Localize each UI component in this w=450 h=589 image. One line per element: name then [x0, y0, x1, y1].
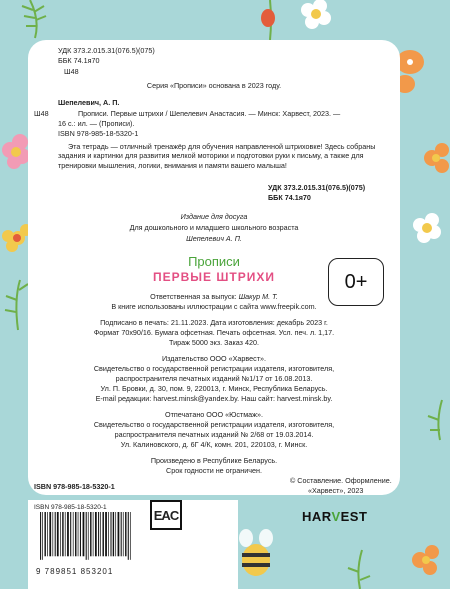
publisher-line-3: распространителя печатных изданий №1/17 от 16.08.2013. [115, 374, 313, 383]
print-info-line-3: Тираж 5000 экз. Заказ 420. [169, 338, 259, 347]
orange-flower-icon [412, 545, 439, 575]
publisher-line-2: Свидетельство о государственной регистрации издателя, изготовителя, [93, 364, 335, 373]
udk-code: УДК 373.2.015.31(076.5)(075) [58, 46, 155, 55]
udk-code-right: УДК 373.2.015.31(076.5)(075) [268, 183, 366, 192]
bee-icon [239, 529, 273, 576]
age-rating-badge: 0+ [328, 258, 384, 306]
annotation-text: Эта тетрадь — отличный тренажёр для обучения направленной штриховке! Здесь собраны задания и картинки для развития мелкой моторики и подготовки руки к письму, а также для тренировки мышления, логики, внимания и памяти вашего малыша! [58, 142, 376, 170]
record-isbn: ISBN 978-985-18-5320-1 [58, 129, 139, 138]
responsible-name: Шакур М. Т. [238, 292, 278, 301]
bbk-code: ББК 74.1я70 [58, 56, 100, 65]
printer-line-1: Отпечатано ООО «Юстмаж». [165, 410, 263, 419]
imprint-card [28, 40, 400, 495]
pink-flower-icon [2, 134, 30, 169]
record-code: Ш48 [34, 109, 49, 118]
barcode [32, 512, 142, 574]
series-note: Серия «Прописи» основана в 2023 году. [146, 81, 282, 90]
logo-part-2: EST [340, 509, 368, 524]
orange-flower-icon [424, 143, 449, 173]
barcode-isbn-label: ISBN 978-985-18-5320-1 [34, 504, 107, 511]
illustrations-note: В книге использованы иллюстрации с сайта www.freepik.com. [111, 302, 317, 311]
print-info-line-2: Формат 70х90/16. Бумага офсетная. Печать офсетная. Усл. печ. л. 1,17. [93, 328, 335, 337]
production-line-1: Произведено в Республике Беларусь. [150, 456, 278, 465]
edition-author: Шепелевич А. П. [186, 234, 242, 243]
edition-type: Издание для досуга [180, 212, 248, 221]
copyright-line-1: © Составление. Оформление. [290, 476, 392, 485]
responsible-label: Ответственная за выпуск: [150, 292, 237, 301]
printer-line-2: Свидетельство о государственной регистрации издателя, изготовителя, [93, 420, 335, 429]
footer-isbn: ISBN 978-985-18-5320-1 [34, 482, 115, 491]
barcode-digits: 9 789851 853201 [36, 567, 114, 576]
bbk-code-right: ББК 74.1я70 [268, 193, 311, 202]
fern-decoration [22, 0, 46, 38]
responsible-line [28, 292, 400, 301]
series-title: Прописи [188, 254, 240, 269]
harvest-logo [302, 509, 367, 524]
publisher-line-1: Издательство ООО «Харвест». [161, 354, 267, 363]
eac-mark: EAC [150, 500, 182, 530]
fern-decoration [5, 280, 28, 330]
book-title: ПЕРВЫЕ ШТРИХИ [152, 270, 276, 284]
printer-line-4: Ул. Калиновского, д. 6Г 4/К, комн. 201, 220103, г. Минск. [120, 440, 308, 449]
record-line-1: Прописи. Первые штрихи / Шепелевич Анастасия. — Минск: Харвест, 2023. — [78, 109, 341, 118]
flower-bud-icon [261, 0, 275, 40]
publisher-line-5: E-mail редакции: harvest.minsk@yandex.by. Наш сайт: harvest.minsk.by. [95, 394, 333, 403]
printer-line-3: распространителя печатных изданий № 2/68 от 19.03.2014. [114, 430, 314, 439]
print-info-line-1: Подписано в печать: 21.11.2023. Дата изготовления: декабрь 2023 г. [100, 318, 328, 327]
production-line-2: Срок годности не ограничен. [166, 466, 262, 475]
white-flower-icon [413, 213, 441, 243]
white-flower-icon [301, 0, 331, 29]
fern-decoration [348, 550, 370, 589]
record-author: Шепелевич, А. П. [58, 98, 120, 107]
record-line-2: 16 с.: ил. — (Прописи). [58, 119, 135, 128]
publisher-line-4: Ул. П. Бровки, д. 30, пом. 9, 220013, г. Минск, Республика Беларусь. [100, 384, 328, 393]
logo-part-1: HAR [302, 509, 332, 524]
edition-audience: Для дошкольного и младшего школьного возраста [129, 223, 299, 232]
copyright-line-2: «Харвест», 2023 [308, 486, 364, 495]
author-code: Ш48 [64, 67, 79, 76]
leaf-icon: V [331, 509, 341, 524]
fern-decoration [428, 400, 442, 440]
